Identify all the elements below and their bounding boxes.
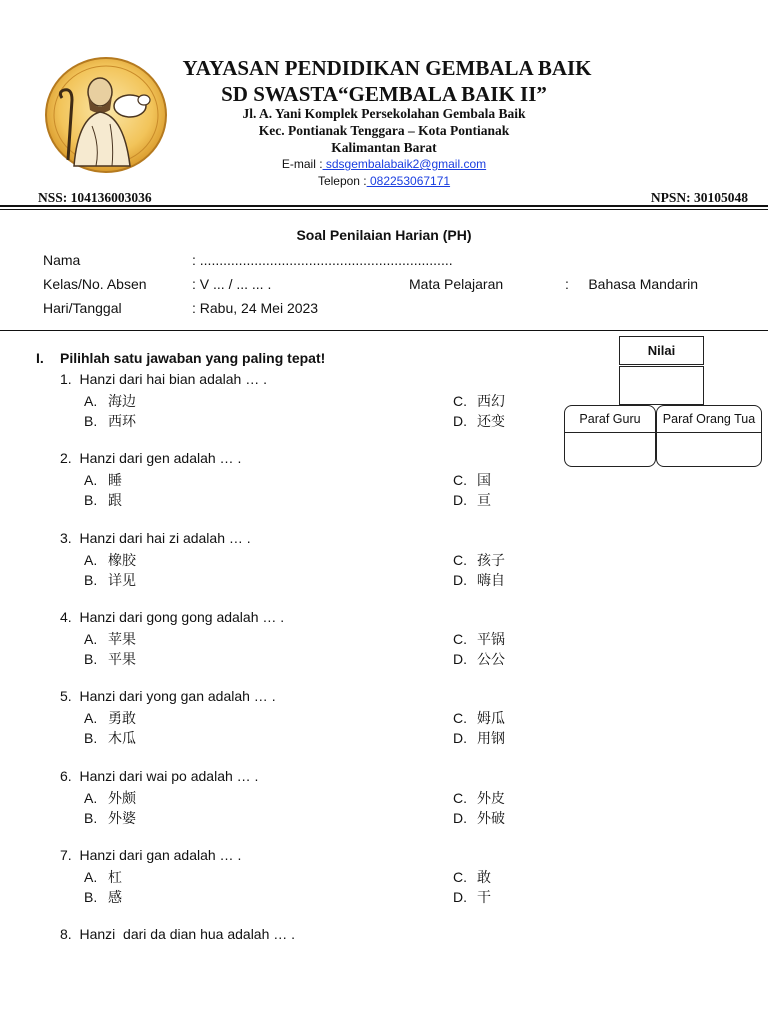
address-line-2: Kec. Pontianak Tenggara – Kota Pontianak bbox=[258, 123, 510, 138]
option-letter: D. bbox=[453, 571, 467, 588]
option-text: 详见 bbox=[108, 571, 136, 588]
question-stem: 7. Hanzi dari gan adalah … . bbox=[60, 846, 242, 863]
phone-row bbox=[0, 174, 768, 188]
option-text: 睡 bbox=[108, 472, 122, 489]
option-a[interactable] bbox=[84, 629, 136, 649]
email-row bbox=[0, 157, 768, 171]
option-d[interactable] bbox=[453, 808, 505, 828]
option-text: 外皮 bbox=[477, 789, 505, 806]
option-c[interactable] bbox=[453, 788, 505, 808]
option-letter: D. bbox=[453, 888, 467, 905]
option-text: 平果 bbox=[108, 650, 136, 667]
option-letter: C. bbox=[453, 630, 467, 647]
option-text: 嗨自 bbox=[477, 571, 505, 588]
exam-title: Soal Penilaian Harian (PH) bbox=[296, 227, 472, 243]
option-b[interactable] bbox=[84, 649, 136, 669]
option-d[interactable] bbox=[453, 411, 505, 431]
option-b[interactable] bbox=[84, 887, 122, 907]
option-letter: C. bbox=[453, 393, 467, 409]
option-b[interactable] bbox=[84, 808, 136, 828]
option-letter: B. bbox=[84, 888, 98, 905]
nss-number: NSS: 104136003036 bbox=[38, 190, 152, 205]
option-text: 亘 bbox=[477, 492, 491, 509]
question-stem: 8. Hanzi dari da dian hua adalah … . bbox=[60, 926, 296, 943]
question-stem: 6. Hanzi dari wai po adalah … . bbox=[60, 767, 259, 784]
option-letter: B. bbox=[84, 730, 98, 747]
option-d[interactable] bbox=[453, 570, 505, 590]
option-text: 感 bbox=[108, 888, 122, 905]
option-letter: A. bbox=[84, 472, 98, 489]
question-stem: 2. Hanzi dari gen adalah … . bbox=[60, 450, 242, 467]
question-stem: 5. Hanzi dari yong gan adalah … . bbox=[60, 688, 276, 705]
option-text: 跟 bbox=[108, 492, 122, 509]
option-text: 外破 bbox=[477, 809, 505, 826]
phone-label: Telepon : bbox=[317, 174, 367, 188]
option-letter: A. bbox=[84, 630, 98, 647]
option-letter: C. bbox=[453, 472, 467, 489]
option-c[interactable] bbox=[453, 867, 491, 887]
paraf-ortu-label: Paraf Orang Tua bbox=[657, 406, 761, 433]
option-a[interactable] bbox=[84, 788, 136, 808]
option-text: 还变 bbox=[477, 413, 505, 429]
section-instruction: Pilihlah satu jawaban yang paling tepat! bbox=[60, 350, 326, 366]
header-divider-thin bbox=[0, 209, 768, 210]
option-text: 橡胶 bbox=[108, 551, 136, 568]
option-text: 姆瓜 bbox=[477, 710, 505, 727]
question-stem: 1. Hanzi dari hai bian adalah … . bbox=[60, 371, 268, 387]
option-text: 西幻 bbox=[477, 393, 505, 409]
option-a[interactable] bbox=[84, 708, 136, 728]
option-letter: D. bbox=[453, 650, 467, 667]
paraf-ortu-box[interactable] bbox=[656, 405, 762, 467]
option-text: 外颇 bbox=[108, 789, 136, 806]
option-letter: A. bbox=[84, 551, 98, 568]
option-d[interactable] bbox=[453, 649, 505, 669]
option-a[interactable] bbox=[84, 470, 122, 490]
nilai-label: Nilai bbox=[647, 343, 676, 358]
question-stem: 4. Hanzi dari gong gong adalah … . bbox=[60, 608, 285, 625]
option-letter: D. bbox=[453, 809, 467, 826]
option-letter: C. bbox=[453, 789, 467, 806]
address-line-1: Jl. A. Yani Komplek Persekolahan Gembala Baik bbox=[242, 106, 526, 121]
option-d[interactable] bbox=[453, 887, 491, 907]
field-value-kelas: : V ... / ... ... . bbox=[192, 276, 272, 292]
option-text: 干 bbox=[477, 888, 491, 905]
option-letter: A. bbox=[84, 789, 98, 806]
option-b[interactable] bbox=[84, 570, 136, 590]
option-text: 苹果 bbox=[108, 630, 136, 647]
option-text: 孩子 bbox=[477, 551, 505, 568]
nilai-header-box bbox=[619, 336, 704, 365]
field-label-mapel: Mata Pelajaran bbox=[409, 276, 504, 292]
field-label-tanggal: Hari/Tanggal bbox=[43, 300, 122, 316]
option-d[interactable] bbox=[453, 490, 491, 510]
field-label-kelas: Kelas/No. Absen bbox=[43, 276, 147, 292]
option-letter: B. bbox=[84, 413, 98, 429]
option-d[interactable] bbox=[453, 728, 505, 748]
option-c[interactable] bbox=[453, 629, 505, 649]
option-letter: D. bbox=[453, 730, 467, 747]
question-stem: 3. Hanzi dari hai zi adalah … . bbox=[60, 529, 251, 546]
email-link[interactable]: sdsgembalabaik2@gmail.com bbox=[322, 157, 487, 171]
info-divider bbox=[0, 330, 768, 331]
paraf-guru-box[interactable] bbox=[564, 405, 656, 467]
option-text: 木瓜 bbox=[108, 730, 136, 747]
option-letter: B. bbox=[84, 492, 98, 509]
option-letter: B. bbox=[84, 571, 98, 588]
option-text: 公公 bbox=[477, 650, 505, 667]
option-letter: C. bbox=[453, 868, 467, 885]
foundation-name: YAYASAN PENDIDIKAN GEMBALA BAIK bbox=[182, 56, 592, 80]
option-letter: B. bbox=[84, 650, 98, 667]
option-letter: B. bbox=[84, 809, 98, 826]
option-text: 外婆 bbox=[108, 809, 136, 826]
phone-link[interactable]: 082253067171 bbox=[366, 174, 451, 188]
address-line-3: Kalimantan Barat bbox=[331, 140, 437, 155]
option-letter: D. bbox=[453, 413, 467, 429]
option-letter: D. bbox=[453, 492, 467, 509]
nilai-value-box[interactable] bbox=[619, 366, 704, 405]
option-a[interactable] bbox=[84, 391, 136, 411]
option-letter: A. bbox=[84, 868, 98, 885]
option-letter: A. bbox=[84, 393, 98, 409]
option-text: 用钢 bbox=[477, 730, 505, 747]
option-letter: C. bbox=[453, 551, 467, 568]
option-a[interactable] bbox=[84, 550, 136, 570]
option-text: 勇敢 bbox=[108, 710, 136, 727]
option-b[interactable] bbox=[84, 490, 122, 510]
option-text: 杠 bbox=[108, 868, 122, 885]
option-text: 海边 bbox=[108, 393, 136, 409]
email-label: E-mail : bbox=[281, 157, 323, 171]
option-text: 西环 bbox=[108, 413, 136, 429]
field-value-tanggal: : Rabu, 24 Mei 2023 bbox=[192, 300, 319, 316]
option-a[interactable] bbox=[84, 867, 122, 887]
option-c[interactable] bbox=[453, 470, 491, 490]
npsn-number: NPSN: 30105048 bbox=[650, 190, 748, 205]
field-label-nama: Nama bbox=[43, 252, 81, 268]
school-name: SD SWASTA“GEMBALA BAIK II” bbox=[221, 82, 547, 106]
option-text: 国 bbox=[477, 472, 491, 489]
option-letter: C. bbox=[453, 710, 467, 727]
option-c[interactable] bbox=[453, 708, 505, 728]
paraf-guru-label: Paraf Guru bbox=[565, 406, 655, 433]
option-b[interactable] bbox=[84, 728, 136, 748]
section-heading bbox=[36, 350, 325, 366]
option-text: 平锅 bbox=[477, 630, 505, 647]
section-number: I. bbox=[36, 350, 44, 366]
header-divider-thick bbox=[0, 205, 768, 207]
option-b[interactable] bbox=[84, 411, 136, 431]
option-c[interactable] bbox=[453, 550, 505, 570]
option-letter: A. bbox=[84, 710, 98, 727]
option-c[interactable] bbox=[453, 391, 505, 411]
field-value-nama: : ................................................................. bbox=[192, 252, 453, 268]
field-value-mapel: : Bahasa Mandarin bbox=[565, 276, 699, 292]
option-text: 敢 bbox=[477, 868, 491, 885]
